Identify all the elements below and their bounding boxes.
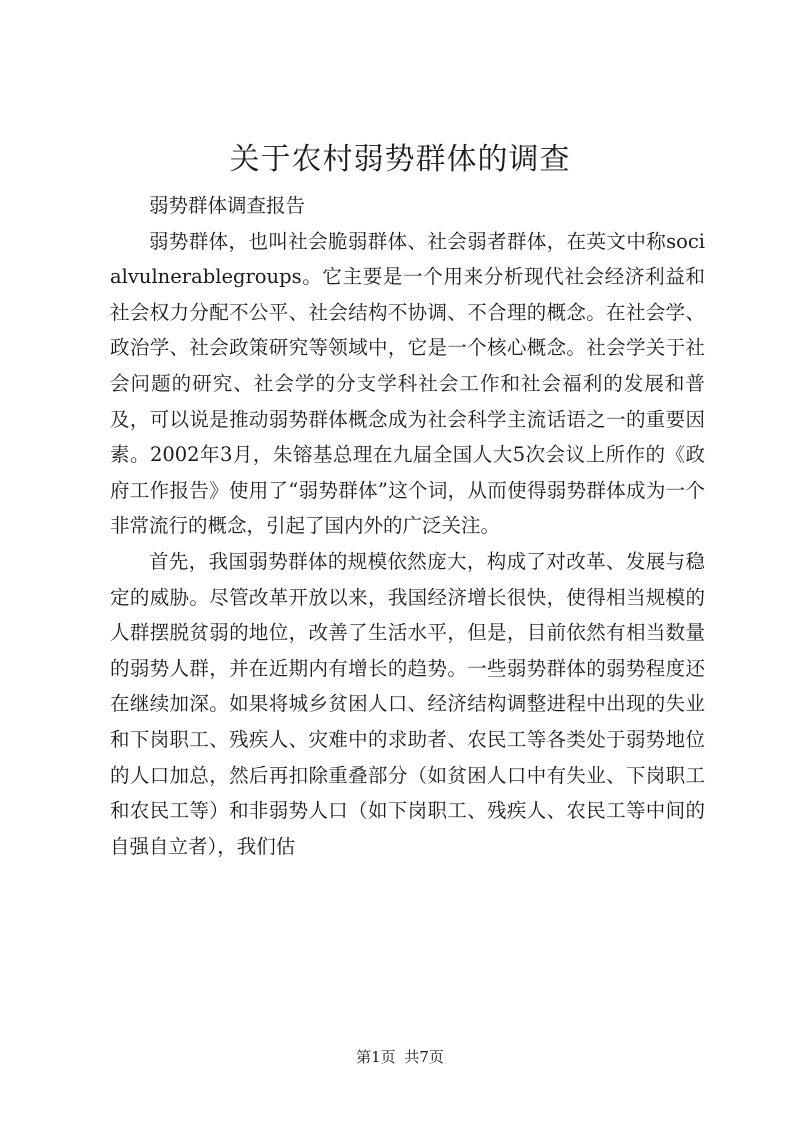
page-total: 共7页: [404, 1048, 444, 1066]
document-body: [110, 188, 705, 864]
document-subtitle: 弱势群体调查报告: [149, 194, 306, 217]
page-number: 第1页: [356, 1048, 396, 1066]
paragraph: 弱势群体，也叫社会脆弱群体、社会弱者群体，在英文中称socialvulnerablegroups。它主要是一个用来分析现代社会经济利益和社会权力分配不公平、社会结构不协调、不合理的概念。在社会学、政治学、社会政策研究等领域中，它是一个核心概念。社会学关于社会问题的研究、社会学的分支学科社会工作和社会福利的发展和普及，可以说是推动弱势群体概念成为社会科学主流话语之一的重要因素。2002年3月，朱镕基总理在九届全国人大5次会议上所作的《政府工作报告》使用了“弱势群体”这个词，从而使得弱势群体成为一个非常流行的概念，引起了国内外的广泛关注。: [110, 229, 705, 538]
paragraph: 首先，我国弱势群体的规模依然庞大，构成了对改革、发展与稳定的威胁。尽管改革开放以来，我国经济增长很快，使得相当规模的人群摆脱贫弱的地位，改善了生活水平，但是，目前依然有相当数量的弱势人群，并在近期内有增长的趋势。一些弱势群体的弱势程度还在继续加深。如果将城乡贫困人口、经济结构调整进程中出现的失业和下岗职工、残疾人、灾难中的求助者、农民工等各类处于弱势地位的人口加总，然后再扣除重叠部分（如贫困人口中有失业、下岗职工和农民工等）和非弱势人口（如下岗职工、残疾人、农民工等中间的自强自立者），我们估: [110, 549, 705, 858]
page-footer: [0, 1047, 800, 1067]
document-title: 关于农村弱势群体的调查: [229, 142, 571, 177]
